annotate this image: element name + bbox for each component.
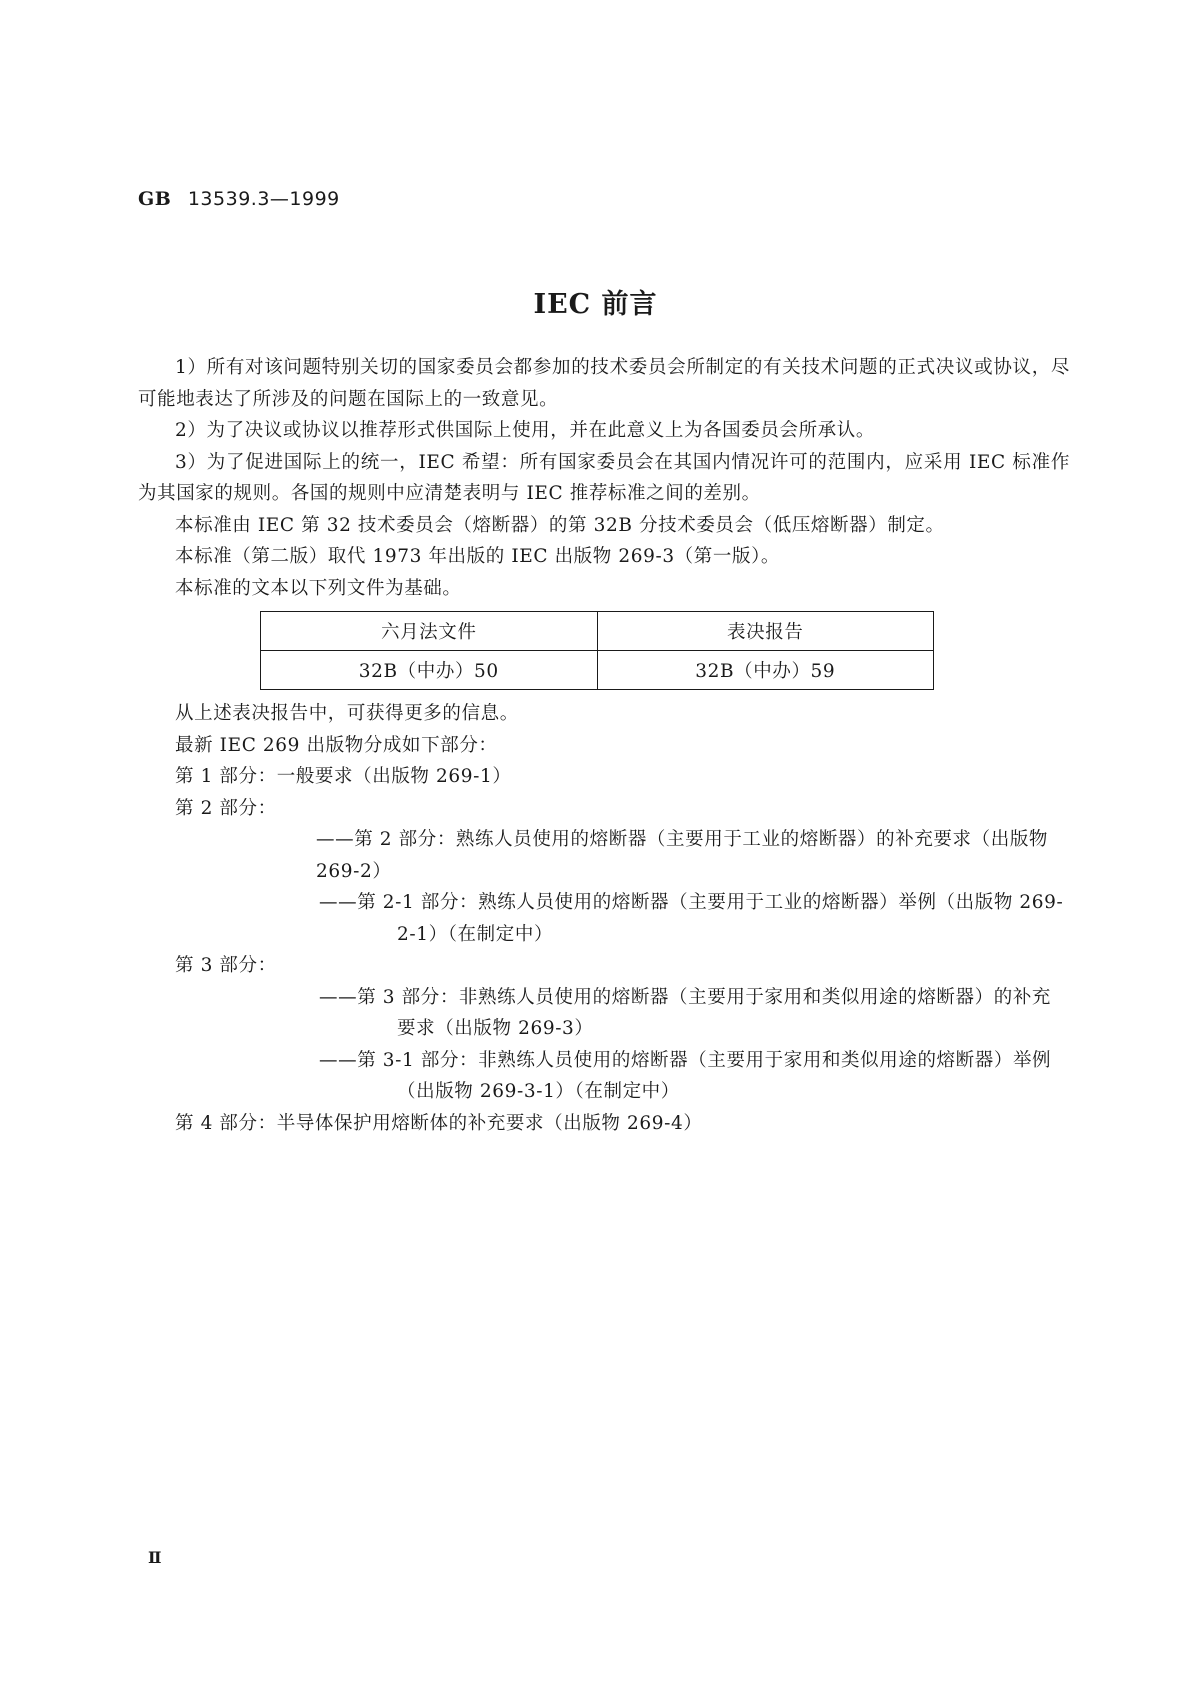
paragraph-2: 2）为了决议或协议以推荐形式供国际上使用，并在此意义上为各国委员会所承认。 (175, 420, 875, 441)
part-1: 第 1 部分：一般要求（出版物 269-1） (175, 766, 512, 787)
standard-number (138, 188, 340, 210)
paragraph-7: 从上述表决报告中，可获得更多的信息。 (175, 703, 519, 724)
paragraph-4: 本标准由 IEC 第 32 技术委员会（熔断器）的第 32B 分技术委员会（低压熔断器）制定。 (175, 514, 945, 536)
table-cell: 32B（中办）59 (597, 651, 934, 690)
standard-code: 13539.3—1999 (187, 188, 340, 210)
part-2-heading: 第 2 部分： (175, 797, 277, 819)
gb-label: GB (138, 188, 172, 210)
paragraph-1: 1）所有对该问题特别关切的国家委员会都参加的技术委员会所制定的有关技术问题的正式决议或协议，尽可能地表达了所涉及的问题在国际上的一致意见。 (138, 357, 1070, 410)
page-title: IEC 前言 (533, 289, 658, 320)
paragraph-5: 本标准（第二版）取代 1973 年出版的 IEC 出版物 269-3（第一版）。 (175, 546, 781, 567)
part-3-item-b: ——第 3-1 部分：非熟练人员使用的熔断器（主要用于家用和类似用途的熔断器）举例（出版物 269-3-1）（在制定中） (319, 1049, 1052, 1102)
paragraph-3: 3）为了促进国际上的统一，IEC 希望：所有国家委员会在其国内情况许可的范围内，应采用 IEC 标准作为其国家的规则。各国的规则中应清楚表明与 IEC 推荐标准之间的差别。 (138, 451, 1070, 504)
paragraph-6: 本标准的文本以下列文件为基础。 (175, 577, 462, 599)
part-2-item-b: ——第 2-1 部分：熟练人员使用的熔断器（主要用于工业的熔断器）举例（出版物 269-2-1）（在制定中） (319, 892, 1064, 945)
page-number: Ⅱ (148, 1548, 162, 1567)
table-cell: 32B（中办）50 (261, 651, 598, 690)
document-body (138, 352, 1070, 1139)
basis-documents-table (260, 611, 934, 690)
part-3-item-a: ——第 3 部分：非熟练人员使用的熔断器（主要用于家用和类似用途的熔断器）的补充要求（出版物 269-3） (319, 986, 1052, 1039)
part-3-heading: 第 3 部分： (175, 955, 277, 976)
table-header-row (261, 612, 934, 651)
table-row (261, 651, 934, 690)
part-2-item-a: ——第 2 部分：熟练人员使用的熔断器（主要用于工业的熔断器）的补充要求（出版物 269-2） (316, 829, 1049, 882)
table-header: 六月法文件 (261, 612, 598, 651)
table-header: 表决报告 (597, 612, 934, 651)
paragraph-8: 最新 IEC 269 出版物分成如下部分： (175, 734, 498, 756)
part-4: 第 4 部分：半导体保护用熔断体的补充要求（出版物 269-4） (175, 1112, 703, 1134)
